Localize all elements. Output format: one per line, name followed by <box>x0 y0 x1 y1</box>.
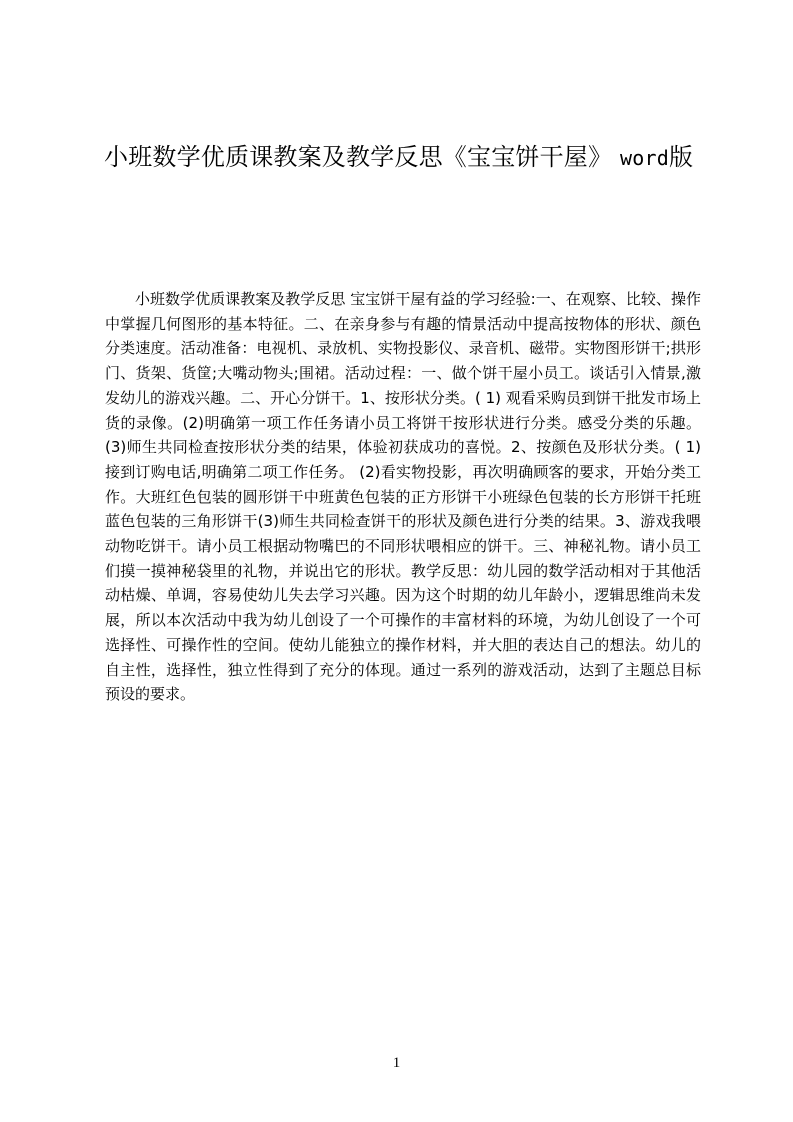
title-suffix-latin: word <box>620 146 670 170</box>
page-number: 1 <box>392 1055 401 1071</box>
body-paragraph: 小班数学优质课教案及教学反思 宝宝饼干屋有益的学习经验:一、在观察、比较、操作中掌握几何图形的基本特征。二、在亲身参与有趣的情景活动中提高按物体的形状、颜色分类速度。活动准备：电视机、录放机、实物投影仪、录音机、磁带。实物图形饼干;拱形门、货架、货筐;大嘴动物头;围裙。活动过程：一、做个饼干屋小员工。谈话引入情景,激发幼儿的游戏兴趣。二、开心分饼干。1、按形状分类。( 1) 观看采购员到饼干批发市场上货的录像。(2)明确第一项工作任务请小员工将饼干按形状进行分类。感受分类的乐趣。(3)师生共同检查按形状分类的结果，体验初获成功的喜悦。2、按颜色及形状分类。( 1)接到订购电话,明确第二项工作任务。 (2)看实物投影，再次明确顾客的要求，开始分类工作。大班红色包装的圆形饼干中班黄色包装的正方形饼干小班绿色包装的长方形饼干托班蓝色包装的三角形饼干(3)师生共同检查饼干的形状及颜色进行分类的结果。3、游戏我喂动物吃饼干。请小员工根据动物嘴巴的不同形状喂相应的饼干。三、神秘礼物。请小员工们摸一摸神秘袋里的礼物，并说出它的形状。教学反思：幼儿园的数学活动相对于其他活动枯燥、单调，容易使幼儿失去学习兴趣。因为这个时期的幼儿年龄小，逻辑思维尚未发展，所以本次活动中我为幼儿创设了一个可操作的丰富材料的环境，为幼儿创设了一个可选择性、可操作性的空间。使幼儿能独立的操作材料，并大胆的表达自己的想法。幼儿的自主性，选择性，独立性得到了充分的体现。通过一系列的游戏活动，达到了主题总目标预设的要求。 <box>105 290 701 704</box>
title-main: 小班数学优质课教案及教学反思《宝宝饼干屋》 <box>104 143 613 171</box>
title-suffix-cjk: 版 <box>669 143 694 171</box>
document-title <box>104 140 744 175</box>
